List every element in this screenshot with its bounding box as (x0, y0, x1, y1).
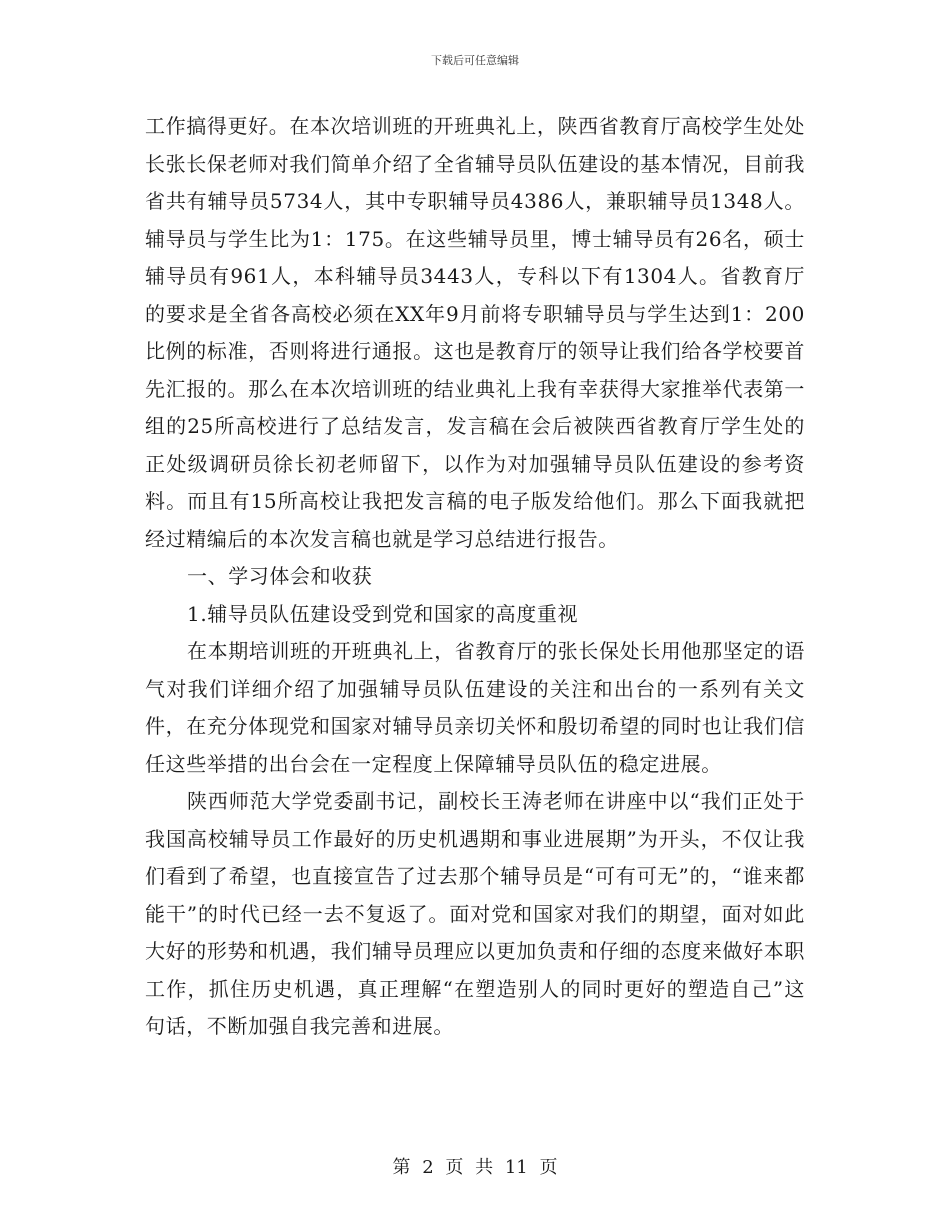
page-header: 下载后可任意编辑 (431, 54, 519, 67)
subsection-heading: 1.辅导员队伍建设受到党和国家的高度重视 (187, 601, 579, 626)
document-body (145, 108, 805, 1046)
page-number: 第 2 页 共 11 页 (392, 1157, 558, 1178)
section-heading: 一、学习体会和收获 (187, 564, 373, 588)
paragraph: 在本期培训班的开班典礼上，省教育厅的张长保处长用他那坚定的语气对我们详细介绍了加强辅导员队伍建设的关注和出台的一系列有关文件，在充分体现党和国家对辅导员亲切关怀和殷切希望的同时也让我们信任这些举措的出台会在一定程度上保障辅导员队伍的稳定进展。 (145, 639, 805, 776)
paragraph: 陕西师范大学党委副书记，副校长王涛老师在讲座中以“我们正处于我国高校辅导员工作最好的历史机遇期和事业进展期”为开头，不仅让我们看到了希望，也直接宣告了过去那个辅导员是“可有可无”的，“谁来都能干”的时代已经一去不复返了。面对党和国家对我们的期望，面对如此大好的形势和机遇，我们辅导员理应以更加负责和仔细的态度来做好本职工作，抓住历史机遇，真正理解“在塑造别人的同时更好的塑造自己”这句话，不断加强自我完善和进展。 (145, 789, 805, 1038)
paragraph-continuation: 工作搞得更好。在本次培训班的开班典礼上，陕西省教育厅高校学生处处长张长保老师对我们简单介绍了全省辅导员队伍建设的基本情况，目前我省共有辅导员5734人，其中专职辅导员4386人，兼职辅导员1348人。辅导员与学生比为1：175。在这些辅导员里，博士辅导员有26名，硕士辅导员有961人，本科辅导员3443人，专科以下有1304人。省教育厅的要求是全省各高校必须在XX年9月前将专职辅导员与学生达到1：200比例的标准，否则将进行通报。这也是教育厅的领导让我们给各学校要首先汇报的。那么在本次培训班的结业典礼上我有幸获得大家推举代表第一组的25所高校进行了总结发言，发言稿在会后被陕西省教育厅学生处的正处级调研员徐长初老师留下，以作为对加强辅导员队伍建设的参考资料。而且有15所高校让我把发言稿的电子版发给他们。那么下面我就把经过精编后的本次发言稿也就是学习总结进行报告。 (145, 114, 805, 551)
